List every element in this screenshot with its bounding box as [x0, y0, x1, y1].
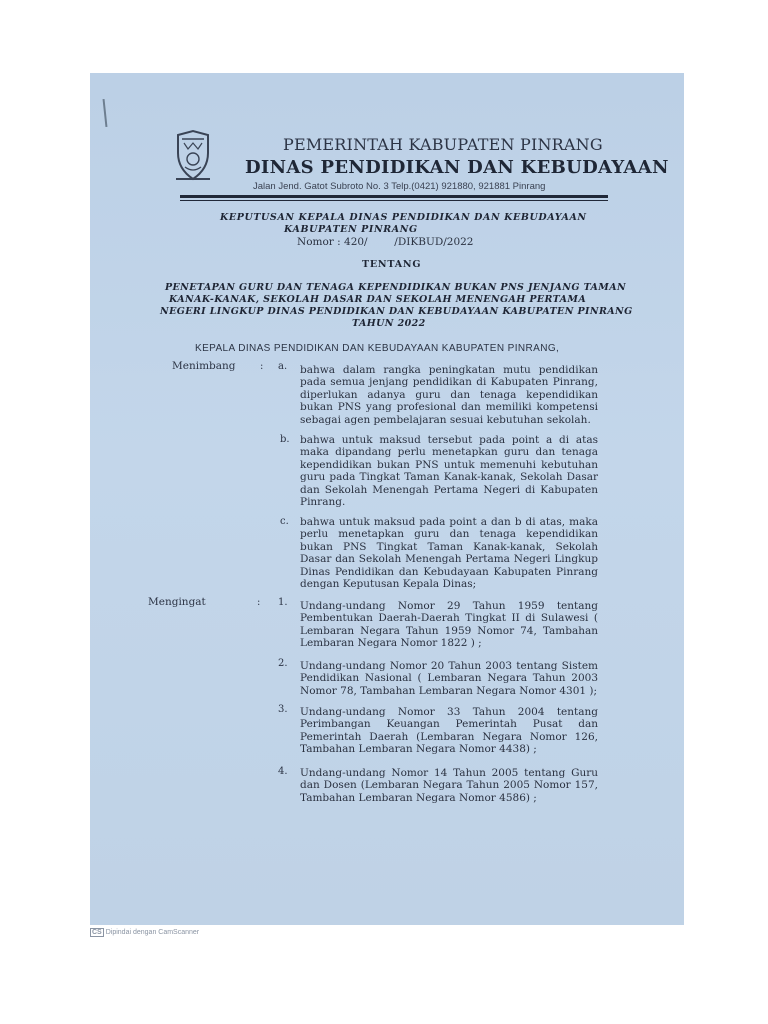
decree-heading-regency: KABUPATEN PINRANG: [284, 224, 418, 235]
camscanner-badge-icon: CS: [92, 929, 102, 936]
decree-title-line: TAHUN 2022: [352, 318, 426, 329]
decree-title-line: NEGERI LINGKUP DINAS PENDIDIKAN DAN KEBUDAYAAN KABUPATEN PINRANG: [160, 306, 633, 317]
letterhead-rule-thin: [180, 200, 608, 201]
decree-title-line: KANAK-KANAK, SEKOLAH DASAR DAN SEKOLAH MENENGAH PERTAMA: [169, 294, 587, 305]
item-marker: 2.: [278, 658, 288, 669]
scanned-page: [90, 73, 684, 925]
item-marker: 1.: [278, 597, 288, 608]
issuing-authority: KEPALA DINAS PENDIDIKAN DAN KEBUDAYAAN KABUPATEN PINRANG,: [195, 343, 560, 354]
item-marker: 4.: [278, 766, 288, 777]
department-name: DINAS PENDIDIKAN DAN KEBUDAYAAN: [245, 157, 669, 178]
section-colon: :: [260, 361, 264, 372]
decree-number: Nomor : 420/ /DIKBUD/2022: [297, 236, 474, 248]
mengingat-item-2: Undang-undang Nomor 20 Tahun 2003 tentang Sistem Pendidikan Nasional ( Lembaran Negara Tahun 2003 Nomor 78, Tambahan Lembaran Negara Nomor 4301 );: [300, 660, 598, 697]
menimbang-item-c: bahwa untuk maksud pada point a dan b di atas, maka perlu menetapkan guru dan tenaga kependidikan bukan PNS Tingkat Taman Kanak-kanak, Sekolah Dasar dan Sekolah Menengah Pertama Negeri Lingkup Dinas Pendidikan dan Kebudayaan Kabupaten Pinrang dengan Keputusan Kepala Dinas;: [300, 516, 598, 591]
decree-heading: KEPUTUSAN KEPALA DINAS PENDIDIKAN DAN KEBUDAYAAN: [220, 212, 587, 223]
section-colon: :: [257, 597, 261, 608]
regency-emblem-icon: [172, 129, 214, 185]
scanner-watermark-text: Dipindai dengan CamScanner: [105, 929, 200, 936]
mengingat-label: Mengingat: [148, 596, 206, 608]
decree-title-line: PENETAPAN GURU DAN TENAGA KEPENDIDIKAN BUKAN PNS JENJANG TAMAN: [165, 282, 627, 293]
government-name: PEMERINTAH KABUPATEN PINRANG: [283, 135, 603, 154]
item-marker: a.: [278, 361, 288, 372]
menimbang-item-a: bahwa dalam rangka peningkatan mutu pendidikan pada semua jenjang pendidikan di Kabupaten Pinrang, diperlukan adanya guru dan tenaga kependidikan bukan PNS yang profesional dan memiliki kompetensi sebagai agen pembelajaran sesuai kebutuhan sekolah.: [300, 364, 598, 426]
item-marker: b.: [280, 434, 290, 445]
item-marker: c.: [280, 516, 289, 527]
mengingat-item-3: Undang-undang Nomor 33 Tahun 2004 tentang Perimbangan Keuangan Pemerintah Pusat dan Pemerintah Daerah (Lembaran Negara Nomor 126, Tambahan Lembaran Negara Nomor 4438) ;: [300, 706, 598, 756]
item-marker: 3.: [278, 704, 288, 715]
letterhead-rule-thick: [180, 195, 608, 198]
mengingat-item-1: Undang-undang Nomor 29 Tahun 1959 tentang Pembentukan Daerah-Daerah Tingkat II di Sulawesi ( Lembaran Negara Tahun 1959 Nomor 74, Tambahan Lembaran Negara Nomor 1822 ) ;: [300, 600, 598, 650]
scanner-watermark: [90, 928, 199, 937]
menimbang-label: Menimbang: [172, 360, 236, 372]
office-address: Jalan Jend. Gatot Subroto No. 3 Telp.(0421) 921880, 921881 Pinrang: [253, 181, 546, 192]
page-crease: [103, 99, 108, 127]
decree-tentang: TENTANG: [362, 259, 422, 270]
menimbang-item-b: bahwa untuk maksud tersebut pada point a di atas maka dipandang perlu menetapkan guru dan tenaga kependidikan bukan PNS untuk memenuhi kebutuhan guru pada Tingkat Taman Kanak-kanak, Sekolah Dasar dan Sekolah Menengah Pertama Negeri di Kabupaten Pinrang.: [300, 434, 598, 509]
mengingat-item-4: Undang-undang Nomor 14 Tahun 2005 tentang Guru dan Dosen (Lembaran Negara Tahun 2005 Nomor 157, Tambahan Lembaran Negara Nomor 4586) ;: [300, 767, 598, 804]
